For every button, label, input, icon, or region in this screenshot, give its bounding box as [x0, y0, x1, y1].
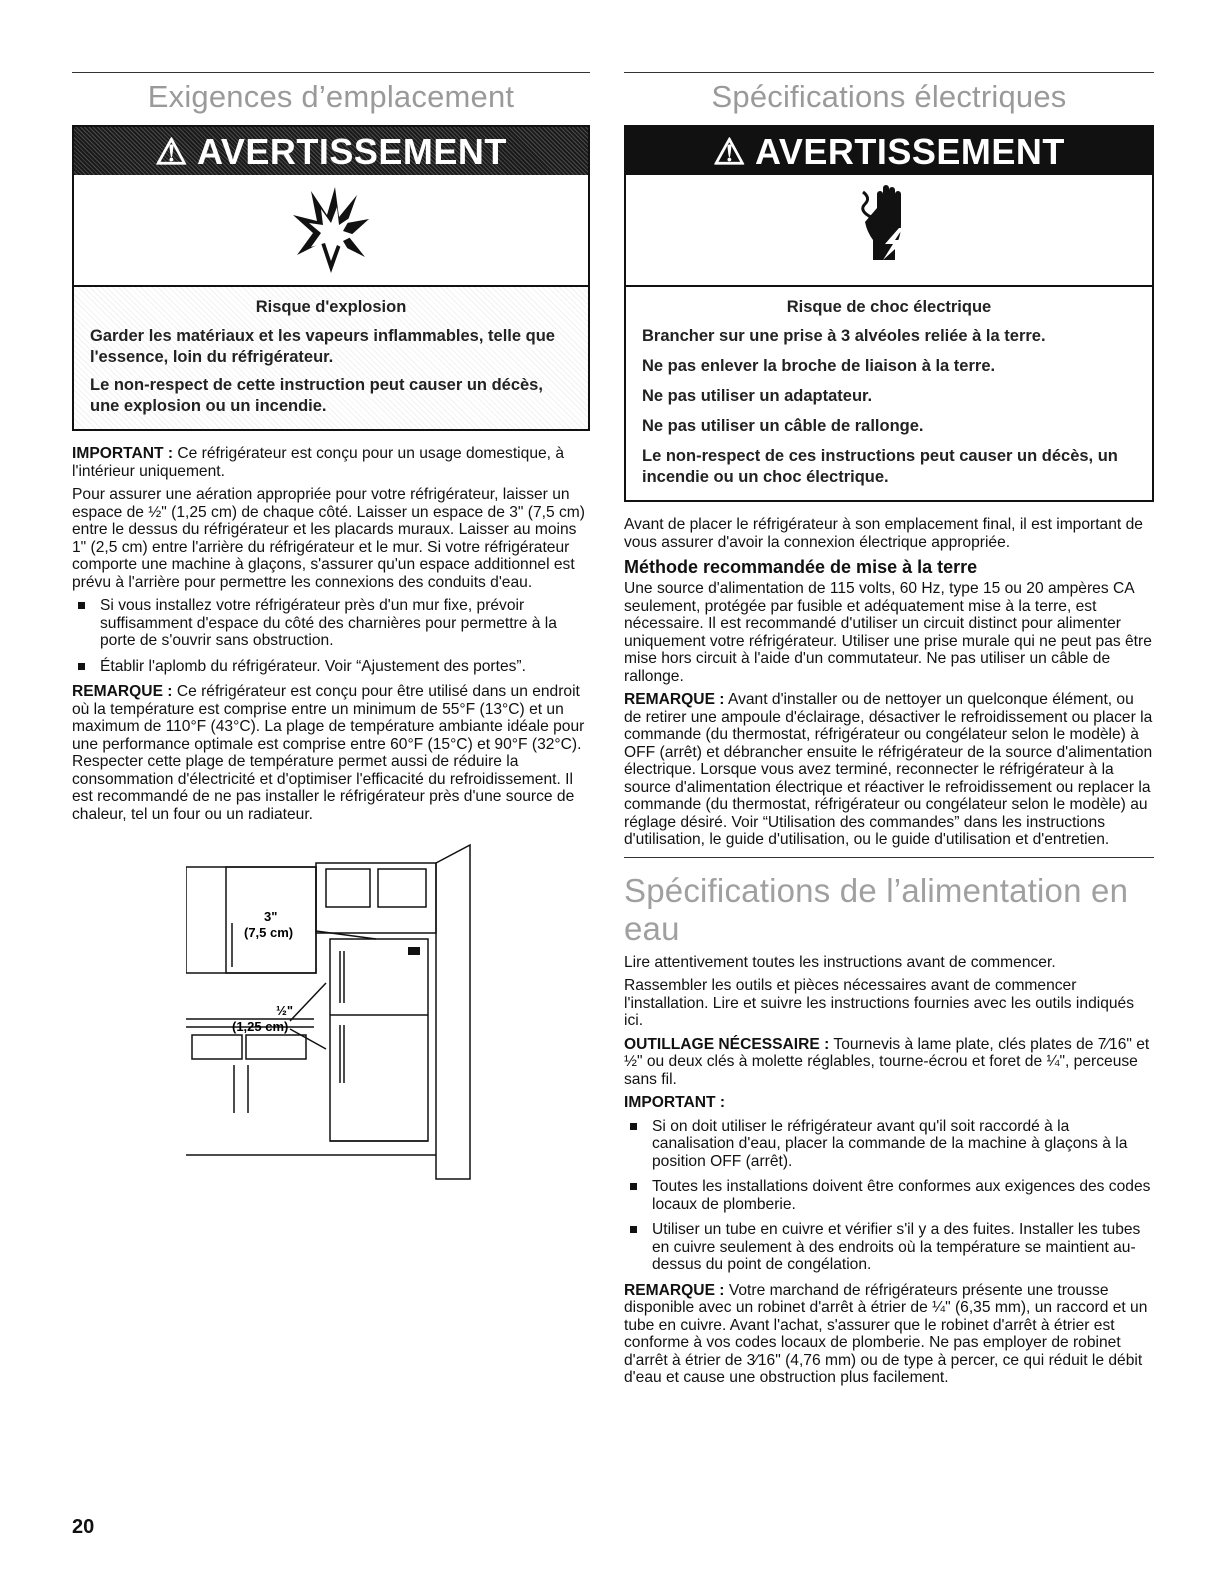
clearance-diagram — [186, 843, 546, 1189]
warning-box-explosion — [72, 125, 590, 431]
important-label: IMPORTANT : — [624, 1094, 726, 1111]
grounding-paragraph: Une source d'alimentation de 115 volts, 60 Hz, type 15 ou 20 ampères CA seulement, protégée par fusible et adéquatement mise à la terre, est nécessaire. Il est recommandé d'utiliser un circuit distinct pour alimenter uniquement votre réfrigérateur. Utiliser une prise murale qui ne peut pas être mise hors circuit à l'aide d'un commutateur. Ne pas utiliser un câble de rallonge. — [624, 580, 1152, 685]
top-clearance-metric: (7,5 cm) — [244, 925, 294, 940]
important-paragraph: IMPORTANT : Ce réfrigérateur est conçu pour un usage domestique, à l'intérieur uniquement. — [72, 445, 565, 480]
section-heading-electrical: Spécifications électriques — [711, 79, 1067, 114]
warning-triangle-icon: ⚠ — [155, 131, 188, 172]
section-rule — [624, 72, 1154, 73]
section-heading-location: Exigences d’emplacement — [147, 79, 515, 114]
water-paragraph: Rassembler les outils et pièces nécessaires avant de commencer l'installation. Lire et suivre les instructions fournies avec les outils indiqués ici. — [624, 977, 1135, 1029]
side-clearance-metric: (1,25 cm) — [232, 1019, 289, 1034]
section-rule — [624, 857, 1154, 858]
warning-line: Garder les matériaux et les vapeurs inflammables, telle que l'essence, loin du réfrigérateur. — [90, 327, 555, 366]
list-item: Si vous installez votre réfrigérateur près d'un mur fixe, prévoir suffisamment d'espace du côté des charnières pour permettre à la porte de s'ouvrir sans obstruction. — [72, 597, 590, 650]
warning-line: Le non-respect de cette instruction peut causer un décès, une explosion ou un incendie. — [90, 376, 543, 415]
list-item: Toutes les installations doivent être conformes aux exigences des codes locaux de plomberie. — [624, 1178, 1154, 1213]
side-clearance-value: ½" — [276, 1003, 294, 1018]
explosion-icon — [74, 175, 588, 287]
electrical-intro: Avant de placer le réfrigérateur à son emplacement final, il est important de vous assurer d'avoir la connexion électrique appropriée. — [624, 516, 1143, 551]
warning-title: Risque d'explosion — [255, 298, 407, 316]
warning-header: ⚠ AVERTISSEMENT — [74, 127, 588, 175]
warning-header: ⚠ AVERTISSEMENT — [626, 127, 1152, 175]
list-item: Utiliser un tube en cuivre et vérifier s'il y a des fuites. Installer les tubes en cuivre seulement à des endroits où la température se maintient au-dessus du point de congélation. — [624, 1221, 1154, 1274]
location-bullet-list — [72, 597, 590, 675]
list-item: Établir l'aplomb du réfrigérateur. Voir “Ajustement des portes”. — [72, 658, 590, 676]
page-number: 20 — [72, 1516, 95, 1538]
warning-line: Ne pas utiliser un câble de rallonge. — [642, 417, 924, 435]
water-bullet-list — [624, 1118, 1154, 1274]
grounding-heading: Méthode recommandée de mise à la terre — [624, 557, 978, 577]
left-column — [72, 72, 590, 1189]
electric-shock-icon — [626, 175, 1152, 287]
warning-title: Risque de choc électrique — [786, 298, 992, 316]
ventilation-paragraph: Pour assurer une aération appropriée pour votre réfrigérateur, laisser un espace de ½" (1,25 cm) de chaque côté. Laisser un espace de 3" (7,5 cm) entre le dessus du réfrigérateur et les placards muraux. Laisser au moins 1" (2,5 cm) entre l'arrière du réfrigérateur et le mur. Si votre réfrigérateur comporte une machine à glaçons, s'assurer qu'un espace additionnel est prévu à l'arrière pour permettre les connexions des conduits d'eau. — [72, 486, 585, 591]
warning-text — [74, 287, 588, 429]
warning-line: Ne pas enlever la broche de liaison à la terre. — [642, 357, 996, 375]
remarque-paragraph: REMARQUE : Avant d'installer ou de nettoyer un quelconque élément, ou de retirer une ampoule d'éclairage, désactiver le refroidissement ou placer la commande (du thermostat, réfrigérateur ou congélateur selon le modèle) à OFF (arrêt) et débrancher ensuite le réfrigérateur de la source d'alimentation électrique. Lorsque vous avez terminé, reconnecter le réfrigérateur à la source d'alimentation électrique et réactiver le refroidissement ou replacer la commande (du thermostat, réfrigérateur ou congélateur selon le modèle) au réglage désiré. Voir “Utilisation des commandes” dans les instructions d'utilisation, le guide d'utilisation, ou le guide d'utilisation et d'entretien. — [624, 691, 1153, 848]
water-paragraph: Lire attentivement toutes les instructions avant de commencer. — [624, 953, 1056, 971]
remarque-paragraph: REMARQUE : Votre marchand de réfrigérateurs présente une trousse disponible avec un robinet d'arrêt à étrier de ¼" (6,35 mm), un raccord et un tube en cuivre. Avant l'achat, s'assurer que le robinet d'arrêt à étrier est conforme à vos codes locaux de plomberie. Ne pas employer de robinet d'arrêt à étrier de 3⁄16" (4,76 mm) ou de type à percer, ce qui réduit le débit d'eau et cause une obstruction plus facilement. — [624, 1281, 1148, 1386]
warning-line: Le non-respect de ces instructions peut causer un décès, un incendie ou un choc électrique. — [642, 447, 1118, 486]
warning-text — [626, 287, 1152, 500]
section-rule — [72, 72, 590, 73]
tools-paragraph: OUTILLAGE NÉCESSAIRE : Tournevis à lame plate, clés plates de 7⁄16" et ½" ou deux clés à molette réglables, tourne-écrou et foret de ¼", perceuse sans fil. — [624, 1035, 1150, 1088]
right-column — [624, 72, 1154, 1393]
section-heading-water: Spécifications de l’alimentation en eau — [624, 871, 1129, 947]
warning-line: Brancher sur une prise à 3 alvéoles reliée à la terre. — [642, 327, 1046, 345]
warning-line: Ne pas utiliser un adaptateur. — [642, 387, 873, 405]
list-item: Si on doit utiliser le réfrigérateur avant qu'il soit raccordé à la canalisation d'eau, placer la commande de la machine à glaçons à la position OFF (arrêt). — [624, 1118, 1154, 1171]
warning-box-electric — [624, 125, 1154, 502]
top-clearance-value: 3" — [264, 909, 278, 924]
remarque-paragraph: REMARQUE : Ce réfrigérateur est conçu pour être utilisé dans un endroit où la température est comprise entre un minimum de 55°F (13°C) et un maximum de 110°F (43°C). La plage de température ambiante idéale pour une performance optimale est comprise entre 60°F (15°C) et 90°F (32°C). Respecter cette plage de température permet aussi de réduire la consommation d'électricité et d'optimiser l'efficacité du refroidissement. Il est recommandé de ne pas installer le réfrigérateur près d'une source de chaleur, tel un four ou un radiateur. — [72, 683, 585, 823]
warning-triangle-icon: ⚠ — [713, 131, 746, 172]
